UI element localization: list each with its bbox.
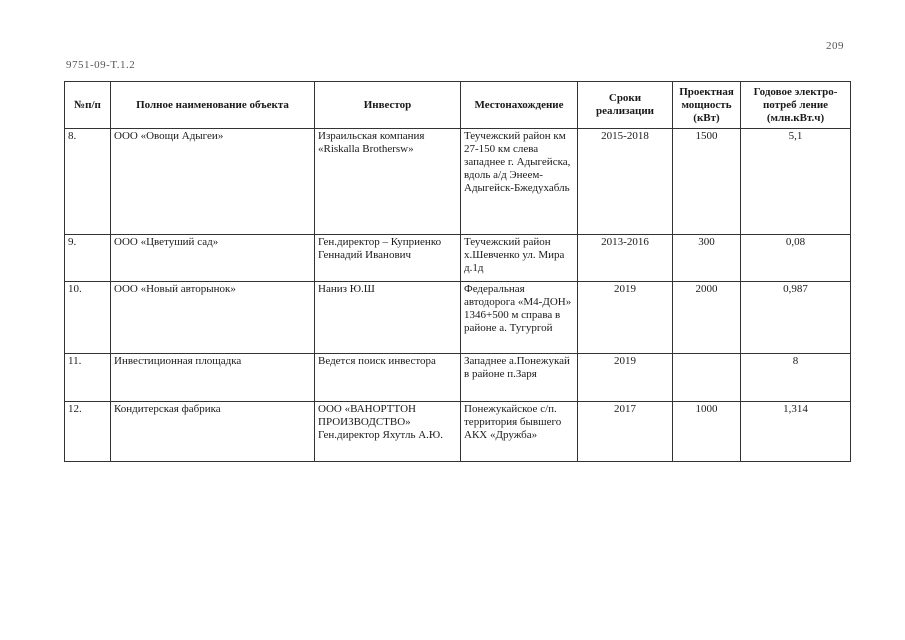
cell-period: 2015-2018 — [578, 129, 673, 235]
document-code: 9751-09-T.1.2 — [66, 59, 136, 71]
cell-investor: Израильская компания «Riskalla Brothersw» — [315, 129, 461, 235]
cell-location: Федеральная автодорога «М4-ДОН» 1346+500 м справа в районе а. Тугургой — [461, 282, 578, 354]
cell-name: ООО «Новый авторынок» — [111, 282, 315, 354]
cell-power — [673, 354, 741, 402]
cell-consumption: 5,1 — [741, 129, 851, 235]
table-body — [65, 129, 851, 462]
table-row — [65, 354, 851, 402]
cell-num: 11. — [65, 354, 111, 402]
header-name: Полное наименование объекта — [111, 82, 315, 129]
cell-power: 1500 — [673, 129, 741, 235]
cell-investor: ООО «ВАНОРТТОН ПРОИЗВОДСТВО» Ген.директор Яхутль А.Ю. — [315, 402, 461, 462]
cell-consumption: 0,08 — [741, 235, 851, 282]
cell-consumption: 1,314 — [741, 402, 851, 462]
cell-investor: Ген.директор – Куприенко Геннадий Иванович — [315, 235, 461, 282]
table-header — [65, 82, 851, 129]
header-power: Проектная мощность (кВт) — [673, 82, 741, 129]
cell-consumption: 0,987 — [741, 282, 851, 354]
cell-period: 2013-2016 — [578, 235, 673, 282]
table-row — [65, 129, 851, 235]
cell-num: 10. — [65, 282, 111, 354]
page-number: 209 — [826, 40, 844, 52]
cell-period: 2019 — [578, 354, 673, 402]
header-consumption: Годовое электро-потреб ление (млн.кВт.ч) — [741, 82, 851, 129]
header-num: №п/п — [65, 82, 111, 129]
table-row — [65, 402, 851, 462]
header-location: Местонахождение — [461, 82, 578, 129]
cell-num: 9. — [65, 235, 111, 282]
table-row — [65, 282, 851, 354]
cell-name: Кондитерская фабрика — [111, 402, 315, 462]
investment-projects-table — [64, 81, 851, 462]
cell-num: 8. — [65, 129, 111, 235]
header-row — [65, 82, 851, 129]
cell-power: 300 — [673, 235, 741, 282]
cell-name: ООО «Цветуший сад» — [111, 235, 315, 282]
table-row — [65, 235, 851, 282]
cell-power: 1000 — [673, 402, 741, 462]
cell-period: 2017 — [578, 402, 673, 462]
cell-name: ООО «Овощи Адыгеи» — [111, 129, 315, 235]
cell-name: Инвестиционная площадка — [111, 354, 315, 402]
cell-investor: Наниз Ю.Ш — [315, 282, 461, 354]
cell-power: 2000 — [673, 282, 741, 354]
header-period: Сроки реализации — [578, 82, 673, 129]
cell-location: Теучежский район х.Шевченко ул. Мира д.1д — [461, 235, 578, 282]
cell-location: Западнее а.Понежукай в районе п.Заря — [461, 354, 578, 402]
cell-location: Понежукайское с/п. территория бывшего АКХ «Дружба» — [461, 402, 578, 462]
cell-location: Теучежский район км 27-150 км слева западнее г. Адыгейска, вдоль а/д Энеем-Адыгейск-Бжедухабль — [461, 129, 578, 235]
cell-investor: Ведется поиск инвестора — [315, 354, 461, 402]
header-investor: Инвестор — [315, 82, 461, 129]
cell-consumption: 8 — [741, 354, 851, 402]
cell-num: 12. — [65, 402, 111, 462]
cell-period: 2019 — [578, 282, 673, 354]
